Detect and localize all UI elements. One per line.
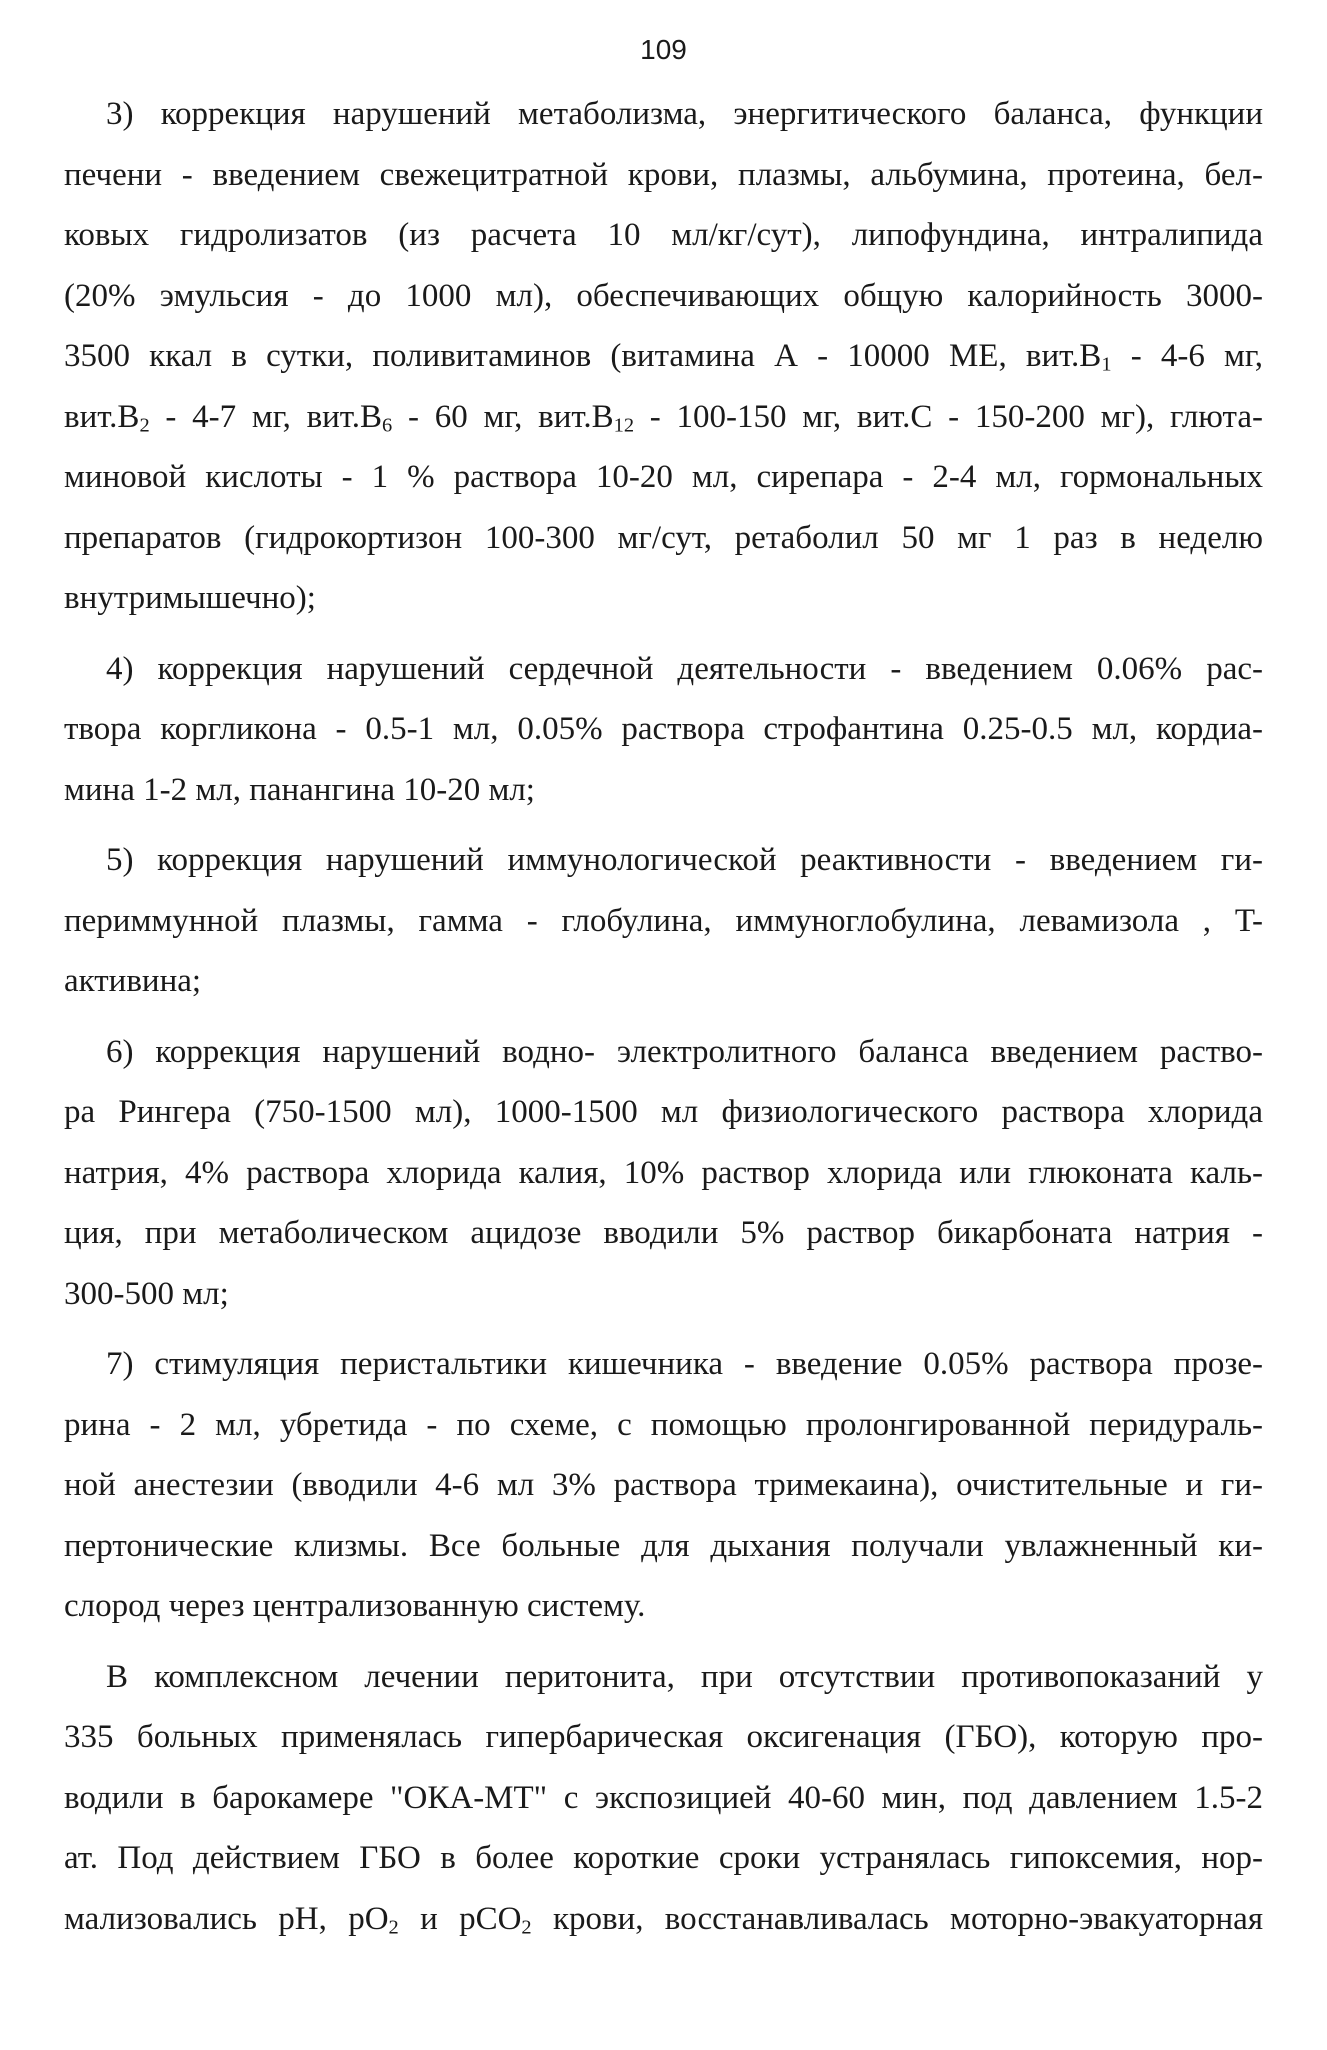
text-line: ра Рингера (750-1500 мл), 1000-1500 мл физиологического раствора хлорида xyxy=(64,1094,1263,1130)
text-line: 5) коррекция нарушений иммунологической реактивности - введением ги- xyxy=(106,842,1263,878)
subscript: 2 xyxy=(139,414,150,436)
paragraph-item-7 xyxy=(64,1334,1263,1637)
text-line: 7) стимуляция перистальтики кишечника - введение 0.05% раствора прозе- xyxy=(106,1346,1263,1382)
paragraph-item-8 xyxy=(64,1647,1263,1950)
text-line: ция, при метаболическом ацидозе вводили 5% раствор бикарбоната натрия - xyxy=(64,1215,1263,1251)
text-fragment: мализовались pH, pO xyxy=(64,1900,389,1937)
paragraph-item-3 xyxy=(64,84,1263,629)
subscript: 1 xyxy=(1101,353,1112,376)
text-fragment: - 4-6 мг, xyxy=(1111,338,1263,374)
subscript: 2 xyxy=(521,1916,532,1938)
text-line: твора коргликона - 0.5-1 мл, 0.05% раствора строфантина 0.25-0.5 мл, кордиа- xyxy=(64,711,1263,747)
text-fragment: 3500 ккал в сутки, поливитаминов (витамина А - 10000 МЕ, вит.B xyxy=(64,338,1102,374)
page-number: 109 xyxy=(640,34,687,65)
text-line: пертонические клизмы. Все больные для дыхания получали увлажненный ки- xyxy=(64,1527,1263,1564)
text-fragment: - 100-150 мг, вит.C - 150-200 мг), глюта- xyxy=(634,398,1263,435)
text-line: миновой кислоты - 1 % раствора 10-20 мл, сирепара - 2-4 мл, гормональных xyxy=(64,459,1263,495)
subscript: 6 xyxy=(382,414,393,436)
text-line: внутримышечно); xyxy=(64,580,316,616)
text-line: ковых гидролизатов (из расчета 10 мл/кг/сут), липофундина, интралипида xyxy=(64,217,1263,253)
text-line: В комплексном лечении перитонита, при отсутствии противопоказаний у xyxy=(106,1658,1263,1695)
document-body xyxy=(64,84,1263,1949)
text-line: 300-500 мл; xyxy=(64,1275,229,1312)
text-line: 4) коррекция нарушений сердечной деятельности - введением 0.06% рас- xyxy=(106,650,1263,687)
text-line xyxy=(64,1889,1263,1950)
paragraph-item-6 xyxy=(64,1022,1263,1325)
text-fragment: - 60 мг, вит.B xyxy=(392,398,614,435)
paragraph-item-4 xyxy=(64,639,1263,821)
text-line: рина - 2 мл, убретида - по схеме, с помощью пролонгированной перидураль- xyxy=(64,1406,1263,1443)
subscript: 12 xyxy=(613,414,635,436)
text-line: (20% эмульсия - до 1000 мл), обеспечивающих общую калорийность 3000- xyxy=(64,277,1263,314)
text-line: ат. Под действием ГБО в более короткие сроки устранялась гипоксемия, нор- xyxy=(64,1840,1263,1876)
text-fragment: и pCO xyxy=(398,1900,522,1937)
text-line: слород через централизованную систему. xyxy=(64,1588,646,1624)
text-line: печени - введением свежецитратной крови, плазмы, альбумина, протеина, бел- xyxy=(64,156,1263,193)
text-line: активина; xyxy=(64,963,202,999)
text-fragment: крови, восстанавливалась моторно-эвакуаторная xyxy=(531,1900,1263,1937)
text-line: 335 больных применялась гипербарическая оксигенация (ГБО), которую про- xyxy=(64,1719,1263,1755)
text-line: ной анестезии (вводили 4-6 мл 3% раствора тримекаина), очистительные и ги- xyxy=(64,1467,1263,1503)
text-fragment: вит.B xyxy=(64,398,140,435)
text-line xyxy=(64,326,1263,387)
text-line: 3) коррекция нарушений метаболизма, энергитического баланса, функции xyxy=(106,96,1263,132)
text-fragment: - 4-7 мг, вит.B xyxy=(149,398,383,435)
paragraph-item-5 xyxy=(64,830,1263,1012)
text-line: 6) коррекция нарушений водно- электролитного баланса введением раство- xyxy=(106,1033,1263,1070)
text-line: водили в барокамере "ОКА-МТ" с экспозицией 40-60 мин, под давлением 1.5-2 xyxy=(64,1779,1263,1816)
subscript: 2 xyxy=(388,1916,399,1938)
text-line: препаратов (гидрокортизон 100-300 мг/сут, ретаболил 50 мг 1 раз в неделю xyxy=(64,519,1263,556)
text-line: натрия, 4% раствора хлорида калия, 10% раствор хлорида или глюконата каль- xyxy=(64,1154,1263,1191)
text-line: периммунной плазмы, гамма - глобулина, иммуноглобулина, левамизола , T- xyxy=(64,902,1263,939)
text-line: мина 1-2 мл, панангина 10-20 мл; xyxy=(64,771,535,808)
text-line xyxy=(64,387,1263,448)
